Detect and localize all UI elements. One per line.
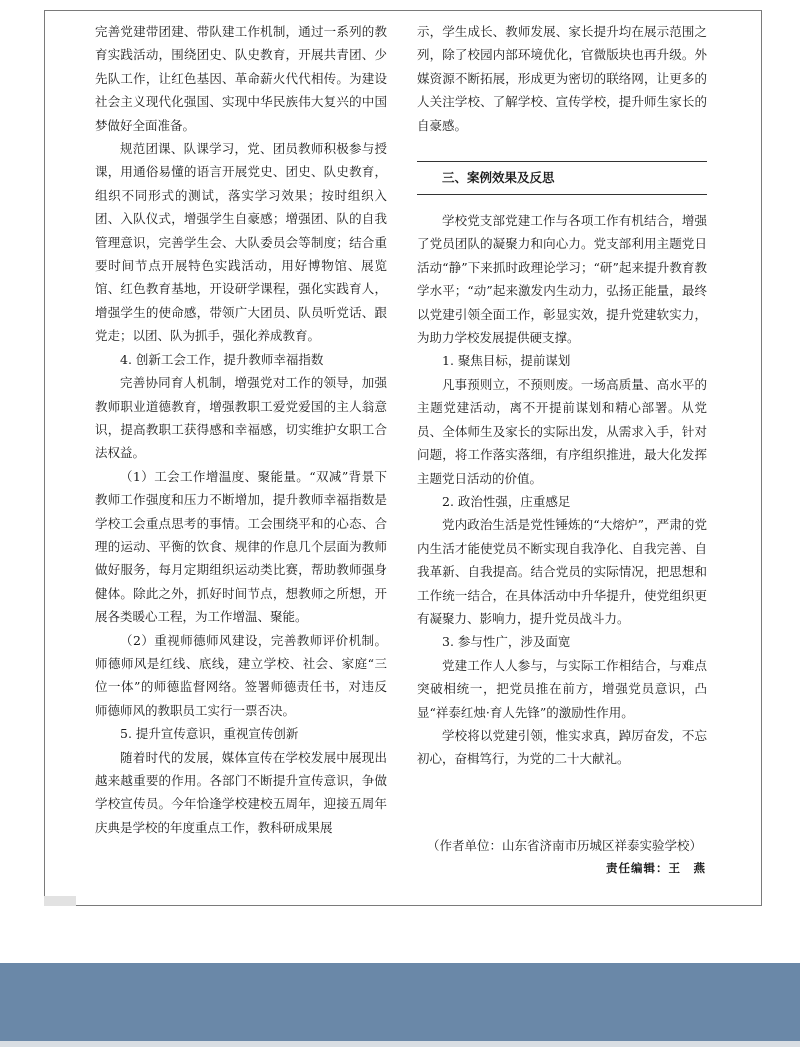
subheading: 2. 政治性强，庄重感足 xyxy=(442,493,571,509)
paragraph: （2）重视师德师风建设，完善教师评价机制。师德师风是红线、底线，建立学校、社会、家庭“三位一体”的师德监督网络。签署师德责任书，对违反师德师风的教职员工实行一票否决。 xyxy=(95,632,387,718)
paragraph: 党建工作人人参与，与实际工作相结合，与难点突破相统一，把党员推在前方，增强党员意识，凸显“祥泰红烛·育人先锋”的激励性作用。 xyxy=(417,657,707,720)
paragraph: 示，学生成长、教师发展、家长提升均在展示范围之列，除了校园内部环境优化，官微版块也再升级。外媒资源不断拓展，形成更为密切的联络网，让更多的人关注学校、了解学校、宣传学校，提升师生家长的自豪感。 xyxy=(417,24,707,133)
paragraph: 凡事预则立，不预则废。一场高质量、高水平的主题党建活动，离不开提前谋划和精心部署。从党员、全体师生及家长的实际出发，从需求入手，针对问题，将工作落实落细，有序组织推进，最大化发挥主题党日活动的价值。 xyxy=(417,376,707,486)
bottom-decorative-band xyxy=(0,963,800,1047)
responsible-editor: 责任编辑：王 燕 xyxy=(606,861,706,875)
bottom-band-edge xyxy=(0,1041,800,1047)
paragraph: 随着时代的发展，媒体宣传在学校发展中展现出越来越重要的作用。各部门不断提升宣传意识，争做学校宣传员。今年恰逢学校建校五周年，迎接五周年庆典是学校的年度重点工作，教科研成果展 xyxy=(95,749,387,835)
section-title: 三、案例效果及反思 xyxy=(417,161,707,195)
subheading: 4. 创新工会工作，提升教师幸福指数 xyxy=(120,351,324,367)
paragraph: （1）工会工作增温度、聚能量。“双减”背景下教师工作强度和压力不断增加，提升教师幸福指数是学校工会重点思考的事情。工会围绕平和的心态、合理的运动、平衡的饮食、规律的作息几个层面为教师做好服务，每月定期组织运动类比赛，帮助教师强身健体。除此之外，抓好时间节点，想教师之所想，开展各类暖心工程，为工作增温、聚能。 xyxy=(95,468,387,625)
author-affiliation: （作者单位：山东省济南市历城区祥泰实验学校） xyxy=(427,838,703,853)
paragraph: 完善协同育人机制，增强党对工作的领导，加强教师职业道德教育，增强教职工爱党爱国的主人翁意识，提高教职工获得感和幸福感，切实维护女职工合法权益。 xyxy=(95,375,387,461)
right-column xyxy=(417,20,707,771)
paragraph: 学校党支部党建工作与各项工作有机结合，增强了党员团队的凝聚力和向心力。党支部利用主题党日活动“静”下来抓时政理论学习；“研”起来提升教育教学水平；“动”起来激发内生动力，弘扬正能量，最终以党建引领全面工作，彰显实效，提升党建软实力，为助力学校发展提供硬支撑。 xyxy=(417,213,707,346)
subheading: 1. 聚焦目标，提前谋划 xyxy=(442,353,571,369)
paragraph: 学校将以党建引领，惟实求真，踔厉奋发，不忘初心，奋楫笃行，为党的二十大献礼。 xyxy=(417,727,707,767)
subheading: 3. 参与性广，涉及面宽 xyxy=(442,634,571,650)
paragraph: 完善党建带团建、带队建工作机制，通过一系列的教育实践活动，围绕团史、队史教育，开展共青团、少先队工作，让红色基因、革命薪火代代相传。为建设社会主义现代化强国、实现中华民族伟大复兴的中国梦做好全面准备。 xyxy=(95,24,387,133)
paragraph: 规范团课、队课学习，党、团员教师积极参与授课，用通俗易懂的语言开展党史、团史、队史教育，组织不同形式的测试，落实学习效果；按时组织入团、入队仪式，增强学生自豪感；增强团、队的自我管理意识，完善学生会、大队委员会等制度；结合重要时间节点开展特色实践活动，用好博物馆、展览馆、红色教育基地，开设研学课程，强化实践育人，增强学生的使命感，带领广大团员、队员听党话、跟党走；以团、队为抓手，强化养成教育。 xyxy=(95,141,387,344)
page-corner-tab xyxy=(44,896,76,906)
left-column xyxy=(95,20,387,839)
subheading: 5. 提升宣传意识，重视宣传创新 xyxy=(120,726,299,742)
paragraph: 党内政治生活是党性锤炼的“大熔炉”，严肃的党内生活才能使党员不断实现自我净化、自我完善、自我革新、自我提高。结合党员的实际情况，把思想和工作统一结合，在具体活动中升华提升，使党组织更有凝聚力、影响力，提升党员战斗力。 xyxy=(417,517,707,626)
